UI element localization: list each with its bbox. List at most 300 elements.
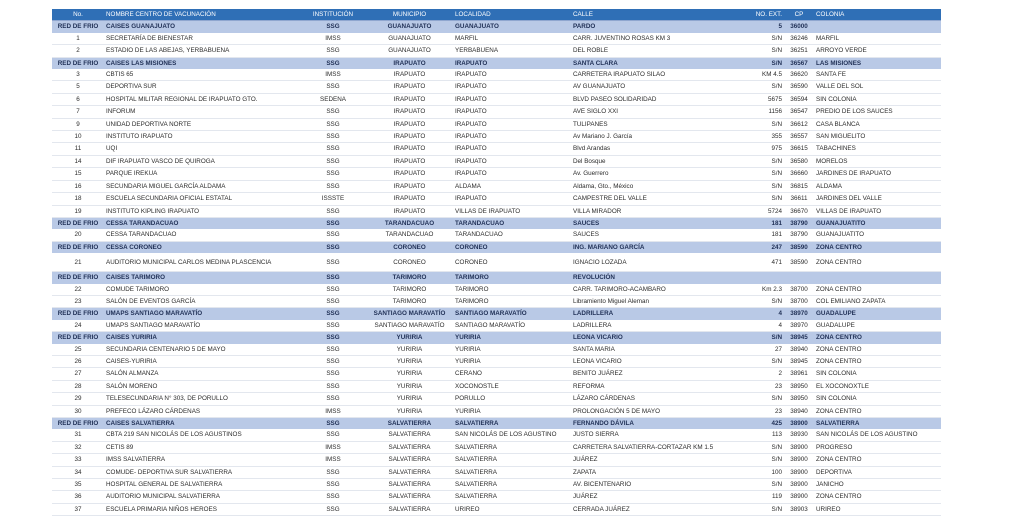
cell-municipio: GUANAJUATO bbox=[366, 21, 453, 33]
cell-no: 5 bbox=[52, 81, 104, 93]
cell-municipio: TARIMORO bbox=[366, 284, 453, 296]
cell-calle: SANTA CLARA bbox=[571, 57, 746, 69]
cell-municipio: CORONEO bbox=[366, 253, 453, 272]
cell-institucion: SSG bbox=[300, 21, 366, 33]
cell-municipio: SALVATIERRA bbox=[366, 441, 453, 453]
cell-institucion: ISSSTE bbox=[300, 193, 366, 205]
cell-institucion: SSG bbox=[300, 418, 366, 430]
cell-nombre: CAISES TARIMORO bbox=[104, 272, 300, 284]
cell-no: 21 bbox=[52, 253, 104, 272]
table-row bbox=[52, 380, 941, 392]
cell-nombre: PREFECO LÁZARO CÁRDENAS bbox=[104, 405, 300, 417]
cell-colonia: ZONA CENTRO bbox=[814, 454, 941, 466]
cell-cp: 38790 bbox=[784, 229, 814, 241]
cell-calle: REFORMA bbox=[571, 380, 746, 392]
cell-calle: AV. BICENTENARIO bbox=[571, 479, 746, 491]
cell-localidad: URIREO bbox=[453, 503, 571, 515]
cell-localidad: YURIRIA bbox=[453, 405, 571, 417]
cell-nombre: CAISES LAS MISIONES bbox=[104, 57, 300, 69]
cell-no: 35 bbox=[52, 479, 104, 491]
cell-municipio: YURIRIA bbox=[366, 344, 453, 356]
cell-institucion: IMSS bbox=[300, 441, 366, 453]
cell-nombre: COMUDE TARIMORO bbox=[104, 284, 300, 296]
cell-calle: AVE SIGLO XXI bbox=[571, 106, 746, 118]
cell-cp: 36547 bbox=[784, 106, 814, 118]
header-nombre: NOMBRE CENTRO DE VACUNACIÓN bbox=[104, 9, 300, 21]
section-header-row bbox=[52, 272, 941, 284]
cell-colonia bbox=[814, 21, 941, 33]
cell-cp: 38945 bbox=[784, 355, 814, 367]
cell-no-ext: 4 bbox=[746, 308, 784, 320]
cell-localidad: TARIMORO bbox=[453, 272, 571, 284]
cell-cp: 38950 bbox=[784, 393, 814, 405]
cell-municipio: SALVATIERRA bbox=[366, 418, 453, 430]
cell-cp: 38900 bbox=[784, 491, 814, 503]
cell-no-ext: S/N bbox=[746, 155, 784, 167]
cell-no-ext: 355 bbox=[746, 131, 784, 143]
section-header-row bbox=[52, 241, 941, 253]
cell-no: 32 bbox=[52, 441, 104, 453]
cell-no: 10 bbox=[52, 131, 104, 143]
cell-nombre: ESTADIO DE LAS ABEJAS, YERBABUENA bbox=[104, 45, 300, 57]
cell-localidad: SALVATIERRA bbox=[453, 418, 571, 430]
table-row bbox=[52, 193, 941, 205]
cell-localidad: YURIRIA bbox=[453, 355, 571, 367]
cell-institucion: SSG bbox=[300, 229, 366, 241]
cell-localidad: IRAPUATO bbox=[453, 106, 571, 118]
cell-institucion: SSG bbox=[300, 217, 366, 229]
cell-nombre: SECRETARÍA DE BIENESTAR bbox=[104, 33, 300, 45]
cell-municipio: SALVATIERRA bbox=[366, 491, 453, 503]
cell-no: 3 bbox=[52, 69, 104, 81]
cell-cp: 36580 bbox=[784, 155, 814, 167]
cell-no-ext: 5675 bbox=[746, 93, 784, 105]
cell-municipio: IRAPUATO bbox=[366, 81, 453, 93]
table-body bbox=[52, 21, 941, 516]
table-row bbox=[52, 253, 941, 272]
cell-no-ext: 5724 bbox=[746, 205, 784, 217]
cell-colonia: GUADALUPE bbox=[814, 320, 941, 332]
cell-municipio: SALVATIERRA bbox=[366, 454, 453, 466]
cell-colonia: CASA BLANCA bbox=[814, 118, 941, 130]
cell-localidad: IRAPUATO bbox=[453, 57, 571, 69]
cell-institucion: IMSS bbox=[300, 454, 366, 466]
cell-nombre: PARQUE IREKUA bbox=[104, 168, 300, 180]
table-row bbox=[52, 118, 941, 130]
cell-no-ext: S/N bbox=[746, 295, 784, 307]
cell-calle: ING. MARIANO GARCÍA bbox=[571, 241, 746, 253]
cell-no: 19 bbox=[52, 205, 104, 217]
cell-no-ext: 425 bbox=[746, 418, 784, 430]
table-row bbox=[52, 81, 941, 93]
cell-no-ext: 113 bbox=[746, 429, 784, 441]
cell-nombre: CESSA CORONEO bbox=[104, 241, 300, 253]
cell-cp: 36815 bbox=[784, 180, 814, 192]
table-row bbox=[52, 441, 941, 453]
cell-nombre: CESSA TARANDACUAO bbox=[104, 217, 300, 229]
cell-localidad: SALVATIERRA bbox=[453, 491, 571, 503]
table-row bbox=[52, 155, 941, 167]
cell-institucion: SEDENA bbox=[300, 93, 366, 105]
section-header-row bbox=[52, 21, 941, 33]
cell-institucion: SSG bbox=[300, 168, 366, 180]
cell-no-ext: 975 bbox=[746, 143, 784, 155]
cell-cp: 36611 bbox=[784, 193, 814, 205]
table-row bbox=[52, 93, 941, 105]
cell-institucion: SSG bbox=[300, 308, 366, 320]
cell-localidad: VILLAS DE IRAPUATO bbox=[453, 205, 571, 217]
cell-calle: JUÁREZ bbox=[571, 454, 746, 466]
cell-calle: Libramiento Miguel Aleman bbox=[571, 295, 746, 307]
table-row bbox=[52, 393, 941, 405]
cell-colonia: EL XOCONOXTLE bbox=[814, 380, 941, 392]
cell-calle: SANTA MARIA bbox=[571, 344, 746, 356]
cell-cp: 38590 bbox=[784, 253, 814, 272]
cell-localidad: CORONEO bbox=[453, 241, 571, 253]
cell-colonia: JARDINES DEL VALLE bbox=[814, 193, 941, 205]
cell-colonia: GUANAJUATITO bbox=[814, 217, 941, 229]
cell-no-ext: S/N bbox=[746, 454, 784, 466]
cell-calle: JUSTO SIERRA bbox=[571, 429, 746, 441]
cell-institucion: SSG bbox=[300, 344, 366, 356]
cell-institucion: SSG bbox=[300, 205, 366, 217]
cell-institucion: SSG bbox=[300, 143, 366, 155]
cell-no: RED DE FRIO bbox=[52, 418, 104, 430]
cell-calle: JUÁREZ bbox=[571, 491, 746, 503]
cell-nombre: SECUNDARIA MIGUEL GARCÍA ALDAMA bbox=[104, 180, 300, 192]
table-row bbox=[52, 479, 941, 491]
cell-colonia: JANICHO bbox=[814, 479, 941, 491]
cell-no-ext: 119 bbox=[746, 491, 784, 503]
cell-calle: Aldama, Gto., México bbox=[571, 180, 746, 192]
cell-nombre: UNIDAD DEPORTIVA NORTE bbox=[104, 118, 300, 130]
cell-cp: 36251 bbox=[784, 45, 814, 57]
cell-localidad: IRAPUATO bbox=[453, 69, 571, 81]
cell-cp: 38700 bbox=[784, 284, 814, 296]
cell-no: RED DE FRIO bbox=[52, 217, 104, 229]
cell-nombre: COMUDE- DEPORTIVA SUR SALVATIERRA bbox=[104, 466, 300, 478]
cell-localidad: SANTIAGO MARAVATÍO bbox=[453, 308, 571, 320]
cell-localidad: CORONEO bbox=[453, 253, 571, 272]
cell-nombre: DEPORTIVA SUR bbox=[104, 81, 300, 93]
cell-colonia: GUANAJUATITO bbox=[814, 229, 941, 241]
cell-colonia: SAN NICOLÁS DE LOS AGUSTINO bbox=[814, 429, 941, 441]
cell-colonia: COL EMILIANO ZAPATA bbox=[814, 295, 941, 307]
cell-municipio: SALVATIERRA bbox=[366, 503, 453, 515]
cell-no-ext: S/N bbox=[746, 503, 784, 515]
cell-no: RED DE FRIO bbox=[52, 57, 104, 69]
cell-cp: 38700 bbox=[784, 295, 814, 307]
cell-cp: 38945 bbox=[784, 332, 814, 344]
table-row bbox=[52, 320, 941, 332]
cell-localidad: SALVATIERRA bbox=[453, 479, 571, 491]
cell-no: 24 bbox=[52, 320, 104, 332]
cell-no-ext: S/N bbox=[746, 45, 784, 57]
cell-institucion: SSG bbox=[300, 503, 366, 515]
cell-localidad: YURIRIA bbox=[453, 332, 571, 344]
cell-cp: 36567 bbox=[784, 57, 814, 69]
cell-no: 29 bbox=[52, 393, 104, 405]
cell-cp: 38900 bbox=[784, 466, 814, 478]
table-row bbox=[52, 106, 941, 118]
cell-calle: CARR. JUVENTINO ROSAS KM 3 bbox=[571, 33, 746, 45]
cell-no-ext: S/N bbox=[746, 193, 784, 205]
cell-localidad: SAN NICOLÁS DE LOS AGUSTINO bbox=[453, 429, 571, 441]
cell-colonia: GUADALUPE bbox=[814, 308, 941, 320]
cell-municipio: IRAPUATO bbox=[366, 205, 453, 217]
cell-colonia: ZONA CENTRO bbox=[814, 253, 941, 272]
cell-colonia: ZONA CENTRO bbox=[814, 284, 941, 296]
table-row bbox=[52, 491, 941, 503]
cell-cp: 36612 bbox=[784, 118, 814, 130]
cell-localidad: IRAPUATO bbox=[453, 81, 571, 93]
cell-colonia: ZONA CENTRO bbox=[814, 332, 941, 344]
cell-nombre: CAISES GUANAJUATO bbox=[104, 21, 300, 33]
header-institucion: INSTITUCIÓN bbox=[300, 9, 366, 21]
cell-no-ext: S/N bbox=[746, 393, 784, 405]
cell-no-ext: 23 bbox=[746, 380, 784, 392]
cell-colonia: ALDAMA bbox=[814, 180, 941, 192]
cell-localidad: SALVATIERRA bbox=[453, 466, 571, 478]
cell-nombre: SALÓN DE EVENTOS GARCÍA bbox=[104, 295, 300, 307]
cell-institucion: SSG bbox=[300, 131, 366, 143]
cell-municipio: GUANAJUATO bbox=[366, 45, 453, 57]
table-row bbox=[52, 405, 941, 417]
cell-calle: DEL ROBLE bbox=[571, 45, 746, 57]
table-row bbox=[52, 454, 941, 466]
cell-institucion: SSG bbox=[300, 368, 366, 380]
cell-no: RED DE FRIO bbox=[52, 308, 104, 320]
cell-cp: 38900 bbox=[784, 479, 814, 491]
cell-calle: BLVD PASEO SOLIDARIDAD bbox=[571, 93, 746, 105]
header-cp: CP bbox=[784, 9, 814, 21]
cell-institucion: IMSS bbox=[300, 33, 366, 45]
cell-nombre: AUDITORIO MUNICIPAL SALVATIERRA bbox=[104, 491, 300, 503]
cell-colonia: SIN COLONIA bbox=[814, 93, 941, 105]
cell-localidad: YERBABUENA bbox=[453, 45, 571, 57]
table-row bbox=[52, 466, 941, 478]
cell-institucion: SSG bbox=[300, 429, 366, 441]
header-no: No. bbox=[52, 9, 104, 21]
section-header-row bbox=[52, 217, 941, 229]
cell-municipio: SALVATIERRA bbox=[366, 429, 453, 441]
cell-calle: LEONA VICARIO bbox=[571, 355, 746, 367]
cell-colonia: MORELOS bbox=[814, 155, 941, 167]
cell-cp: 38940 bbox=[784, 344, 814, 356]
cell-cp: 36590 bbox=[784, 81, 814, 93]
cell-no-ext: S/N bbox=[746, 168, 784, 180]
cell-localidad: SALVATIERRA bbox=[453, 454, 571, 466]
cell-colonia: VILLAS DE IRAPUATO bbox=[814, 205, 941, 217]
cell-cp: 38903 bbox=[784, 503, 814, 515]
cell-nombre: UQI bbox=[104, 143, 300, 155]
cell-institucion: SSG bbox=[300, 393, 366, 405]
table-row bbox=[52, 45, 941, 57]
cell-colonia: TABACHINES bbox=[814, 143, 941, 155]
cell-institucion: SSG bbox=[300, 155, 366, 167]
cell-institucion: SSG bbox=[300, 81, 366, 93]
cell-calle: PROLONGACIÓN 5 DE MAYO bbox=[571, 405, 746, 417]
cell-cp: 36615 bbox=[784, 143, 814, 155]
cell-municipio: IRAPUATO bbox=[366, 155, 453, 167]
cell-cp: 36620 bbox=[784, 69, 814, 81]
cell-colonia: SANTA FE bbox=[814, 69, 941, 81]
cell-municipio: TARIMORO bbox=[366, 295, 453, 307]
cell-cp: 36670 bbox=[784, 205, 814, 217]
cell-nombre: IMSS SALVATIERRA bbox=[104, 454, 300, 466]
cell-municipio: IRAPUATO bbox=[366, 118, 453, 130]
cell-calle: LÁZARO CÁRDENAS bbox=[571, 393, 746, 405]
cell-cp: 38900 bbox=[784, 454, 814, 466]
cell-calle: Blvd Arandas bbox=[571, 143, 746, 155]
cell-colonia: SAN MIGUELITO bbox=[814, 131, 941, 143]
header-municipio: MUNICIPIO bbox=[366, 9, 453, 21]
cell-municipio: IRAPUATO bbox=[366, 193, 453, 205]
cell-colonia bbox=[814, 272, 941, 284]
cell-cp: 36557 bbox=[784, 131, 814, 143]
cell-institucion: SSG bbox=[300, 355, 366, 367]
cell-calle: LADRILLERA bbox=[571, 320, 746, 332]
cell-no: 28 bbox=[52, 380, 104, 392]
cell-no-ext: 247 bbox=[746, 241, 784, 253]
table-row bbox=[52, 33, 941, 45]
cell-nombre: UMAPS SANTIAGO MARAVATÍO bbox=[104, 308, 300, 320]
cell-no: 11 bbox=[52, 143, 104, 155]
cell-colonia: LAS MISIONES bbox=[814, 57, 941, 69]
cell-localidad: GUANAJUATO bbox=[453, 21, 571, 33]
cell-cp: 36000 bbox=[784, 21, 814, 33]
vaccination-centers-table bbox=[52, 9, 941, 516]
cell-institucion: SSG bbox=[300, 332, 366, 344]
cell-localidad: PORULLO bbox=[453, 393, 571, 405]
cell-no: 37 bbox=[52, 503, 104, 515]
table-row bbox=[52, 168, 941, 180]
cell-colonia: PROGRESO bbox=[814, 441, 941, 453]
header-no-ext: NO. EXT. bbox=[746, 9, 784, 21]
cell-calle: LADRILLERA bbox=[571, 308, 746, 320]
cell-no: 22 bbox=[52, 284, 104, 296]
cell-cp: 38590 bbox=[784, 241, 814, 253]
cell-no: 27 bbox=[52, 368, 104, 380]
cell-municipio: IRAPUATO bbox=[366, 143, 453, 155]
cell-cp bbox=[784, 272, 814, 284]
cell-nombre: SALÓN ALMANZA bbox=[104, 368, 300, 380]
cell-no: 26 bbox=[52, 355, 104, 367]
cell-municipio: SANTIAGO MARAVATÍO bbox=[366, 308, 453, 320]
cell-no-ext: KM 4.5 bbox=[746, 69, 784, 81]
cell-no: RED DE FRIO bbox=[52, 272, 104, 284]
cell-no: 30 bbox=[52, 405, 104, 417]
cell-colonia: SIN COLONIA bbox=[814, 368, 941, 380]
cell-nombre: CETIS 89 bbox=[104, 441, 300, 453]
cell-institucion: SSG bbox=[300, 284, 366, 296]
header-colonia: COLONIA bbox=[814, 9, 941, 21]
cell-municipio: IRAPUATO bbox=[366, 168, 453, 180]
cell-municipio: SALVATIERRA bbox=[366, 479, 453, 491]
cell-nombre: CAISES-YURIRIA bbox=[104, 355, 300, 367]
cell-no: 2 bbox=[52, 45, 104, 57]
cell-nombre: ESCUELA SECUNDARIA OFICIAL ESTATAL bbox=[104, 193, 300, 205]
cell-calle: CARRETERA SALVATIERRA-CORTAZAR KM 1.5 bbox=[571, 441, 746, 453]
cell-colonia: ZONA CENTRO bbox=[814, 405, 941, 417]
cell-institucion: SSG bbox=[300, 106, 366, 118]
cell-no-ext: S/N bbox=[746, 441, 784, 453]
cell-nombre: INSTITUTO IRAPUATO bbox=[104, 131, 300, 143]
cell-calle: Del Bosque bbox=[571, 155, 746, 167]
cell-municipio: SANTIAGO MARAVATÍO bbox=[366, 320, 453, 332]
header-calle: CALLE bbox=[571, 9, 746, 21]
cell-no: 15 bbox=[52, 168, 104, 180]
cell-municipio: TARIMORO bbox=[366, 272, 453, 284]
cell-no-ext: 2 bbox=[746, 368, 784, 380]
cell-no-ext: S/N bbox=[746, 118, 784, 130]
cell-municipio: IRAPUATO bbox=[366, 180, 453, 192]
cell-no-ext bbox=[746, 272, 784, 284]
cell-no: 16 bbox=[52, 180, 104, 192]
cell-colonia: ZONA CENTRO bbox=[814, 355, 941, 367]
cell-localidad: ALDAMA bbox=[453, 180, 571, 192]
cell-localidad: IRAPUATO bbox=[453, 93, 571, 105]
cell-cp: 38940 bbox=[784, 405, 814, 417]
cell-colonia: SALVATIERRA bbox=[814, 418, 941, 430]
cell-no-ext: S/N bbox=[746, 332, 784, 344]
cell-municipio: GUANAJUATO bbox=[366, 33, 453, 45]
table-row bbox=[52, 143, 941, 155]
cell-localidad: CERANO bbox=[453, 368, 571, 380]
cell-no: 6 bbox=[52, 93, 104, 105]
cell-calle: IGNACIO LOZADA bbox=[571, 253, 746, 272]
cell-calle: SAUCES bbox=[571, 217, 746, 229]
table-row bbox=[52, 355, 941, 367]
cell-calle: BENITO JUÁREZ bbox=[571, 368, 746, 380]
table-row bbox=[52, 503, 941, 515]
cell-cp: 38970 bbox=[784, 308, 814, 320]
cell-localidad: IRAPUATO bbox=[453, 193, 571, 205]
table-row bbox=[52, 344, 941, 356]
cell-nombre: CAISES YURIRIA bbox=[104, 332, 300, 344]
cell-no: 36 bbox=[52, 491, 104, 503]
vaccination-centers-sheet bbox=[52, 9, 941, 516]
cell-institucion: SSG bbox=[300, 241, 366, 253]
cell-colonia: DEPORTIVA bbox=[814, 466, 941, 478]
section-header-row bbox=[52, 332, 941, 344]
cell-no-ext: 100 bbox=[746, 466, 784, 478]
cell-municipio: YURIRIA bbox=[366, 393, 453, 405]
cell-municipio: YURIRIA bbox=[366, 405, 453, 417]
cell-localidad: TARIMORO bbox=[453, 284, 571, 296]
cell-localidad: YURIRIA bbox=[453, 344, 571, 356]
cell-no: 18 bbox=[52, 193, 104, 205]
cell-cp: 38930 bbox=[784, 429, 814, 441]
cell-calle: LEONA VICARIO bbox=[571, 332, 746, 344]
cell-institucion: SSG bbox=[300, 380, 366, 392]
cell-localidad: IRAPUATO bbox=[453, 143, 571, 155]
cell-nombre: CAISES SALVATIERRA bbox=[104, 418, 300, 430]
cell-localidad: SANTIAGO MARAVATÍO bbox=[453, 320, 571, 332]
cell-nombre: INFORUM bbox=[104, 106, 300, 118]
cell-institucion: SSG bbox=[300, 491, 366, 503]
cell-municipio: YURIRIA bbox=[366, 368, 453, 380]
cell-calle: Av. Guerrero bbox=[571, 168, 746, 180]
table-row bbox=[52, 229, 941, 241]
cell-no: RED DE FRIO bbox=[52, 332, 104, 344]
cell-institucion: IMSS bbox=[300, 405, 366, 417]
cell-nombre: HOSPITAL GENERAL DE SALVATIERRA bbox=[104, 479, 300, 491]
table-row bbox=[52, 131, 941, 143]
table-row bbox=[52, 368, 941, 380]
cell-no: 34 bbox=[52, 466, 104, 478]
cell-no-ext: S/N bbox=[746, 180, 784, 192]
